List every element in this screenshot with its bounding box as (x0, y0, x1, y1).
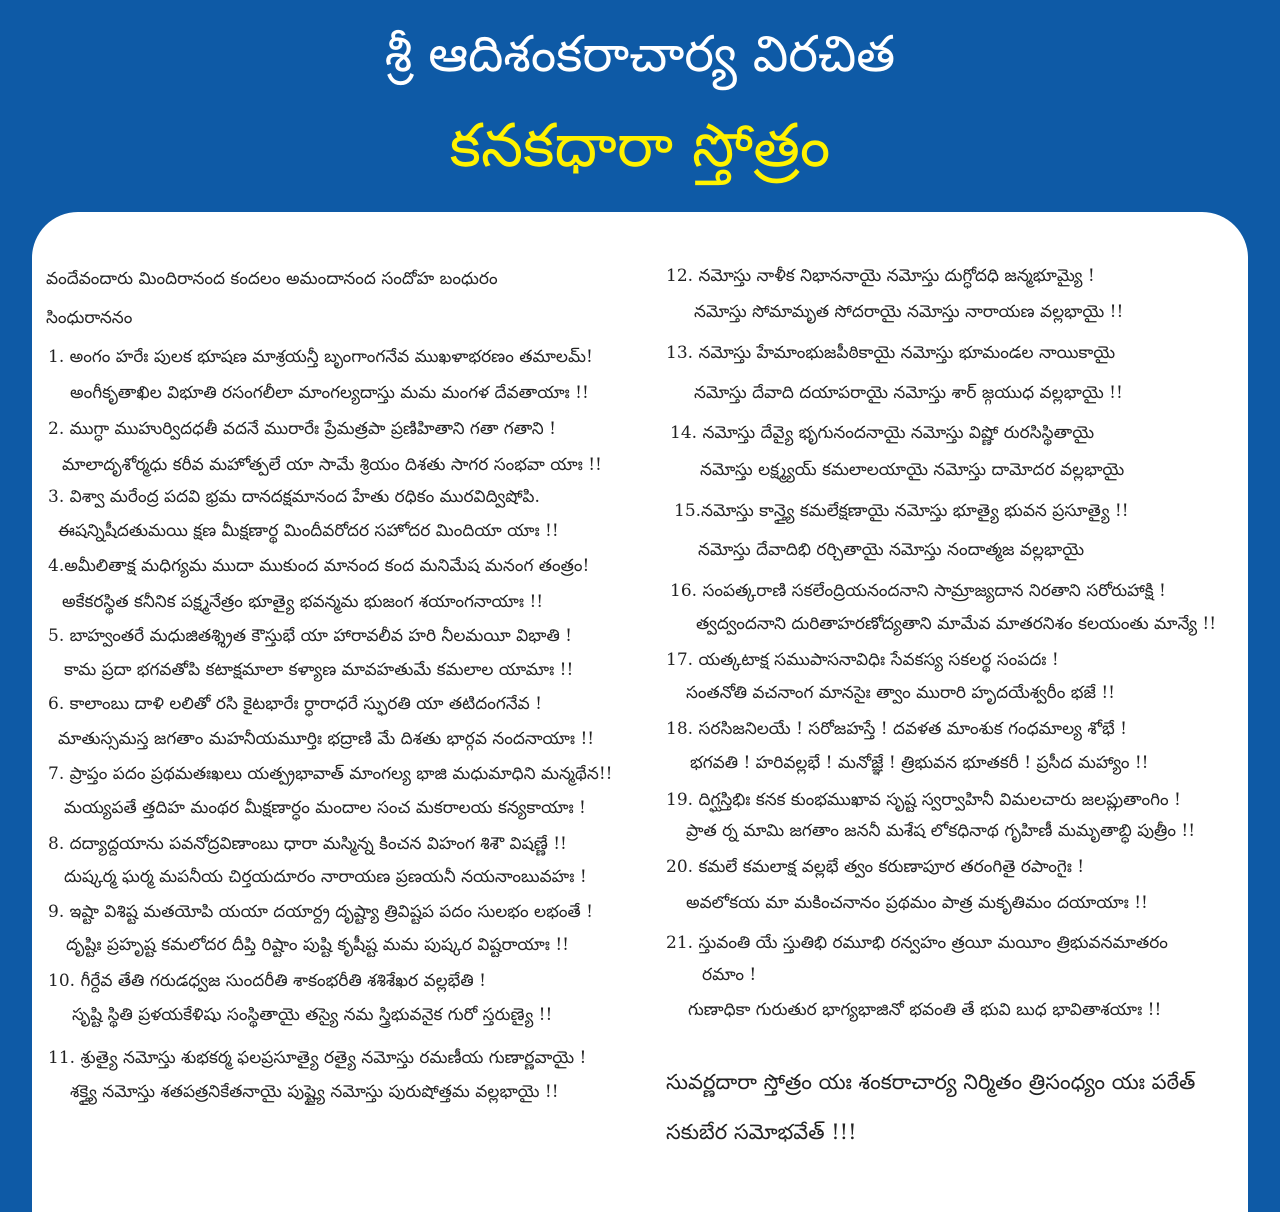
verse-9-line-2: దృష్టిః ప్రహృష్ట కమలోదర దీప్తి రిష్టాం పుష్టి కృషీష్ట మమ పుష్కర విష్టరాయాః !! (66, 935, 570, 955)
verse-16-line-1: 16. సంపత్కరాణి సకలేంద్రియనందనాని సామ్రాజ్యదాన నిరతాని సరోరుహాక్షి ! (670, 581, 1166, 601)
verse-8-line-2: దుష్కర్మ ఘర్మ మపనీయ చిర్తయదూరం నారాయణ ప్రణయనీ నయనాంబువహః ! (64, 867, 587, 887)
verse-14-line-2: నమోస్తు లక్ష్మ్యయ్ కమలాలయాయై నమోస్తు దామోదర వల్లభాయై (700, 460, 1125, 480)
verse-18-line-1: 18. సరసిజనిలయే ! సరోజహస్తే ! దవళత మాంశుక గంధమాల్య శోభే ! (666, 719, 1127, 739)
verse-6-line-1: 6. కాలాంబు దాళి లలితో రసి కైటభారేః ర్ధారాధరే స్ఫురతి యా తటిదంగనేవ ! (48, 694, 542, 714)
verse-1-line-1: 1. అంగం హరేః పులక భూషణ మాశ్రయన్తీ బృంగాంగనేవ ముఖళాభరణం తమాలమ్! (48, 347, 593, 367)
verse-13-line-2: నమోస్తు దేవాది దయాపరాయై నమోస్తు శార్ జ్గయుధ వల్లభాయై !! (694, 383, 1123, 403)
verse-2-line-2: మాలాదృశోర్మధు కరీవ మహోత్పలే యా సామే శ్రియం దిశతు సాగర సంభవా యాః !! (62, 455, 602, 475)
intro-line-2: సింధురాననం (46, 308, 133, 328)
page-title: కనకధారా స్తోత్రం (449, 111, 831, 181)
verse-10-line-2: సృష్టి స్థితి ప్రళయకేళిషు సంస్థితాయై తస్యై నమ స్త్రిభువనైక గురో స్తరుణ్యై !! (72, 1005, 553, 1025)
verse-7-line-2: మయ్యపతే త్తదిహ మంథర మీక్షణార్ధం మందాల సంచ మకరాలయ కన్యకాయాః ! (64, 798, 586, 818)
content-panel (32, 212, 1248, 1212)
verse-19-line-1: 19. దిగ్ఘస్తిభిః కనక కుంభముఖావ సృష్ట స్వర్వాహినీ విమలచారు జలప్లుతాంగిం ! (666, 790, 1181, 810)
intro-line-1: వందేవందారు మిందిరానంద కందలం అమందానంద సందోహ బంధురం (46, 269, 498, 289)
verse-7-line-1: 7. ప్రాప్తం పదం ప్రథమతఃఖలు యత్ప్రభావాత్ మాంగల్య భాజి మధుమాధిని మన్మథేన!! (48, 764, 613, 784)
verse-16-line-2: త్వద్వందనాని దురితాహరణోద్యతాని మామేవ మాతరనిశం కలయంతు మాన్యే !! (696, 614, 1217, 634)
verse-9-line-1: 9. ఇష్టా విశిష్ట మతయోపి యయా దయార్ద్ర దృష్ట్యా త్రివిష్టప పదం సులభం లభంతే ! (48, 902, 593, 922)
verse-8-line-1: 8. దద్యాద్దయాను పవనోద్రవిణాంబు ధారా మస్మిన్న కించన విహంగ శిశౌ విషణ్ణే !! (48, 834, 567, 854)
verse-3-line-2: ఈషన్నిషీదతుమయి క్షణ మీక్షణార్థ మిందీవరోదర సహోదర మిందియా యాః !! (58, 521, 559, 541)
verse-11-line-2: శక్త్యై నమోస్తు శతపత్రనికేతనాయై పుష్ట్యై నమోస్తు పురుషోత్తమ వల్లభాయై !! (70, 1082, 559, 1102)
verse-18-line-2: భగవతి ! హరివల్లభే ! మనోజ్ఞే ! త్రిభువన భూతకరీ ! ప్రసీద మహ్యాం !! (690, 753, 1149, 773)
verse-4-line-2: అకేకరస్థిత కనీనిక పక్ష్మనేత్రం భూత్యై భవన్మమ భుజంగ శయాంగనాయాః !! (62, 592, 544, 612)
verse-4-line-1: 4.అమీలితాక్ష మధిగ్యమ ముదా ముకుంద మానంద కంద మనిమేష మనంగ తంత్రం! (48, 556, 590, 576)
verse-20-line-2: అవలోకయ మా మకించనానం ప్రథమం పాత్ర మకృతిమం దయాయాః !! (686, 893, 1148, 913)
verse-5-line-2: కామ ప్రదా భగవతోపి కటాక్షమాలా కళ్యాణ మావహతుమే కమలాల యామాః !! (64, 660, 574, 680)
phala-shruti-line-2: సకుబేర సమోభవేత్ !!! (666, 1120, 857, 1144)
verse-1-line-2: అంగీకృతాఖిల విభూతి రసంగలీలా మాంగల్యదాస్తు మమ మంగళ దేవతాయాః !! (70, 383, 589, 403)
verse-2-line-1: 2. ముగ్ధా ముహుర్విదధతీ వదనే మురారేః ప్రేమత్రపా ప్రణిహితాని గతా గతాని ! (48, 419, 556, 439)
phala-shruti-line-1: సువర్ణదారా స్తోత్రం యః శంకరాచార్య నిర్మితం త్రిసంధ్యం యః పఠేత్ (666, 1070, 1196, 1094)
verse-19-line-2: ప్రాత ర్న మామి జగతాం జననీ మశేష లోకధినాథ గృహిణీ మమృతాబ్ధి పుత్రీం !! (686, 821, 1196, 841)
verse-10-line-1: 10. గీర్దేవ తేతి గరుడధ్వజ సుందరీతి శాకంభరీతి శశిశేఖర వల్లభేతి ! (48, 971, 486, 991)
verse-15-line-1: 15.నమోస్తు కాన్త్యై కమలేక్షణాయై నమోస్తు భూత్యై భువన ప్రసూత్యై !! (674, 501, 1129, 521)
verse-17-line-2: సంతనోతి వచనాంగ మానసైః త్వాం మురారి హృదయేశ్వరీం భజే !! (686, 683, 1116, 703)
verse-6-line-2: మాతుస్సమస్త జగతాం మహనీయమూర్తిః భద్రాణి మే దిశతు భార్గవ నందనాయాః !! (58, 729, 595, 749)
verse-21-line-1: 21. స్తువంతి యే స్తుతిభి రమూభి రన్వహం త్రయీ మయీం త్రిభువనమాతరం (666, 933, 1168, 953)
verse-3-line-1: 3. విశ్వా మరేంద్ర పదవి భ్రమ దానదక్షమానంద హేతు రధికం మురవిద్విషోపి. (48, 487, 540, 507)
verse-12-line-1: 12. నమోస్తు నాళీక నిభాననాయై నమోస్తు దుగ్ధోదధి జన్మభూమ్యై ! (666, 266, 1095, 286)
title-subheading: శ్రీ ఆదిశంకరాచార్య విరచిత (384, 25, 896, 83)
verse-5-line-1: 5. బాహ్వంతరే మధుజితశ్శ్రిత కౌస్తుభే యా హారావలీవ హరి నీలమయీ విభాతి ! (48, 626, 572, 646)
verse-13-line-1: 13. నమోస్తు హేమాంభుజపీఠికాయై నమోస్తు భూమండల నాయికాయై (666, 343, 1116, 363)
verse-21-line-3: గుణాధికా గురుతుర భాగ్యభాజినో భవంతి తే భువి బుధ భావితాశయాః !! (688, 1000, 1162, 1020)
verse-20-line-1: 20. కమలే కమలాక్ష వల్లభే త్వం కరుణాపూర తరంగితై రపాంగైః ! (666, 857, 1085, 877)
verse-15-line-2: నమోస్తు దేవాదిభి రర్చితాయై నమోస్తు నందాత్మజ వల్లభాయై (698, 540, 1085, 560)
verse-21-line-2: రమాం ! (702, 965, 757, 985)
verse-14-line-1: 14. నమోస్తు దేవ్యై భృగునందనాయై నమోస్తు విష్ణో రురసిస్థితాయై (670, 423, 1095, 443)
header-banner (0, 0, 1280, 220)
verse-17-line-1: 17. యత్కటాక్ష సముపాసనావిధిః సేవకస్య సకలర్థ సంపదః ! (666, 650, 1059, 670)
verse-11-line-1: 11. శ్రుత్యై నమోస్తు శుభకర్మ ఫలప్రసూత్యై రత్యై నమోస్తు రమణీయ గుణార్ణవాయై ! (48, 1048, 587, 1068)
verse-12-line-2: నమోస్తు సోమామృత సోదరాయై నమోస్తు నారాయణ వల్లభాయై !! (694, 302, 1124, 322)
